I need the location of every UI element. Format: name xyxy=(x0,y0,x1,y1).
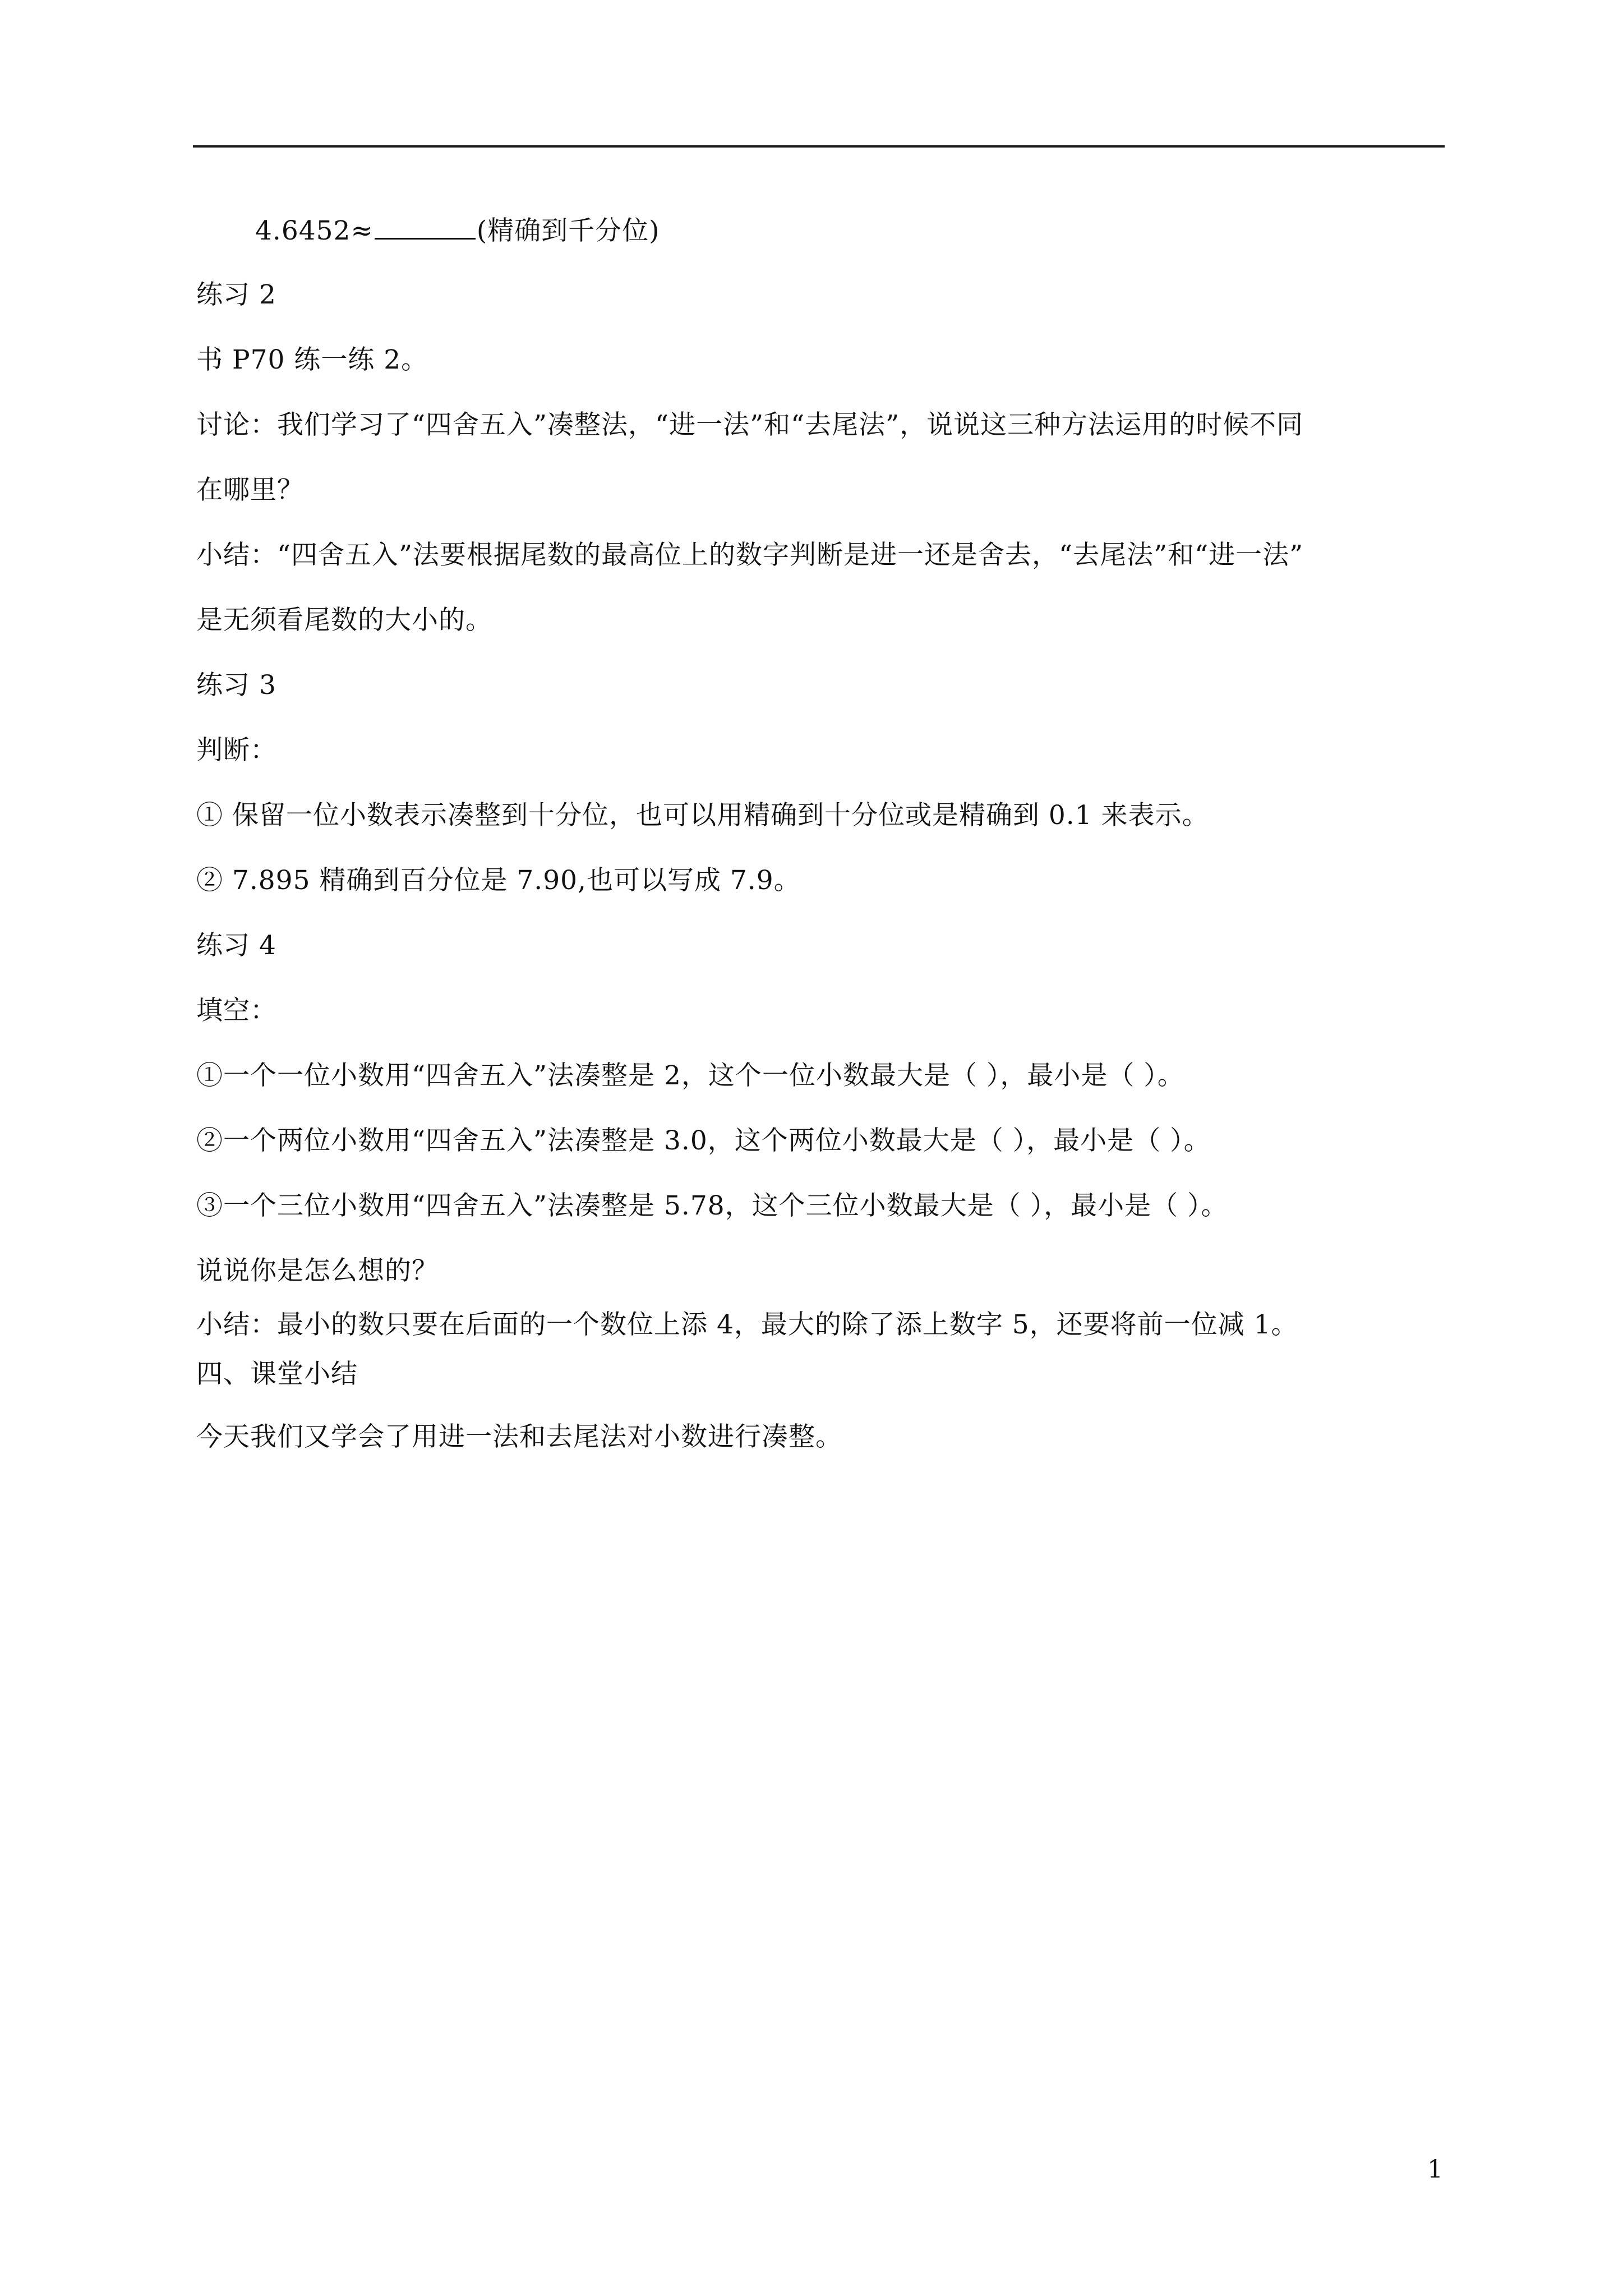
think-question: 说说你是怎么想的？ xyxy=(196,1255,439,1286)
judgement-item-2: ② 7.895 精确到百分位是 7.90,也可以写成 7.9。 xyxy=(196,865,801,896)
exercise-number: 4.6452≈ xyxy=(255,215,374,246)
judgement-item-1: ① 保留一位小数表示凑整到十分位，也可以用精确到十分位或是精确到 0.1 来表示。 xyxy=(196,800,1209,831)
header-rule xyxy=(193,145,1445,148)
rounding-exercise xyxy=(255,213,660,247)
section-4-heading: 四、课堂小结 xyxy=(196,1359,358,1389)
practice-2-heading: 练习 2 xyxy=(196,279,276,310)
summary-text: 小结：“四舍五入”法要根据尾数的最高位上的数字判断是进一还是舍去，“去尾法”和“进一法” xyxy=(196,540,1304,570)
summary-2: 小结：最小的数只要在后面的一个数位上添 4，最大的除了添上数字 5，还要将前一位减 1。 xyxy=(196,1309,1298,1340)
exercise-instruction: (精确到千分位) xyxy=(476,215,660,246)
fill-in-item-3: ③一个三位小数用“四舍五入”法凑整是 5.78，这个三位小数最大是（ ），最小是（ ）。 xyxy=(196,1190,1228,1221)
textbook-reference: 书 P70 练一练 2。 xyxy=(196,344,428,375)
fill-in-heading: 填空： xyxy=(196,995,277,1026)
discussion-text-cont: 在哪里？ xyxy=(196,475,304,505)
fill-in-item-1: ①一个一位小数用“四舍五入”法凑整是 2，这个一位小数最大是（ ），最小是（ ）。 xyxy=(196,1060,1184,1091)
summary-text-cont: 是无须看尾数的大小的。 xyxy=(196,605,492,636)
judgement-heading: 判断： xyxy=(196,735,277,766)
practice-4-heading: 练习 4 xyxy=(196,930,276,961)
fill-in-item-2: ②一个两位小数用“四舍五入”法凑整是 3.0，这个两位小数最大是（ ），最小是（ ）。 xyxy=(196,1125,1211,1156)
answer-blank xyxy=(375,213,476,240)
class-summary-text: 今天我们又学会了用进一法和去尾法对小数进行凑整。 xyxy=(196,1421,842,1452)
practice-3-heading: 练习 3 xyxy=(196,670,276,701)
discussion-text: 讨论：我们学习了“四舍五入”凑整法，“进一法”和“去尾法”，说说这三种方法运用的时候不同 xyxy=(196,409,1304,440)
page-number: 1 xyxy=(1427,2155,1443,2184)
